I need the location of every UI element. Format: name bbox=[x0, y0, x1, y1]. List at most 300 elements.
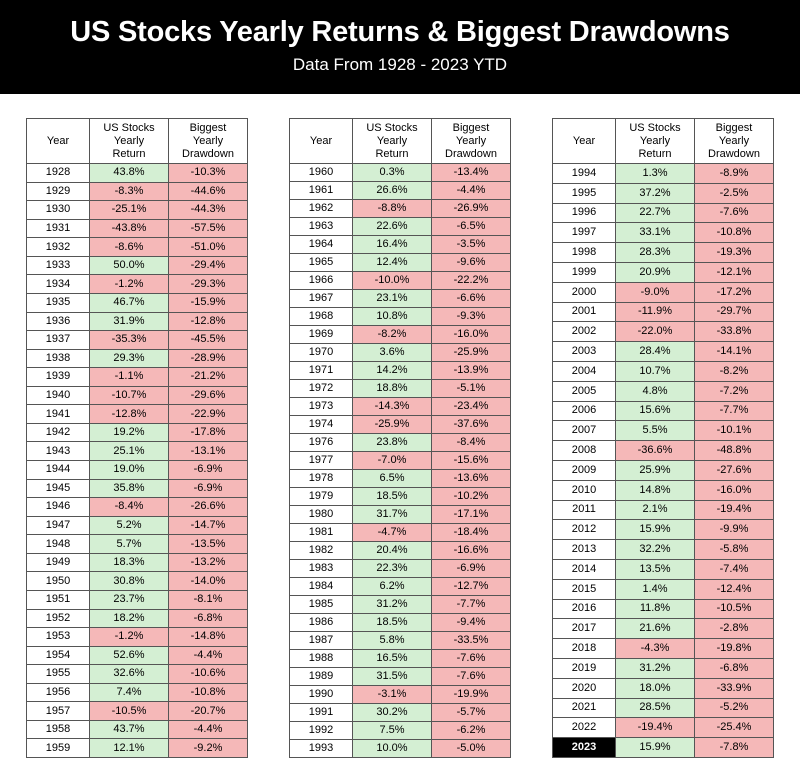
cell-yearly-return: 10.8% bbox=[353, 308, 432, 326]
cell-yearly-return: 52.6% bbox=[90, 646, 169, 665]
tables-container bbox=[0, 94, 800, 758]
table-row bbox=[553, 381, 774, 401]
cell-year: 2023 bbox=[553, 738, 616, 758]
cell-year: 1956 bbox=[27, 683, 90, 702]
cell-yearly-return: 25.1% bbox=[90, 442, 169, 461]
table-row bbox=[553, 302, 774, 322]
cell-yearly-return: 23.8% bbox=[353, 434, 432, 452]
table-row bbox=[553, 401, 774, 421]
cell-yearly-return: 13.5% bbox=[616, 559, 695, 579]
cell-year: 1959 bbox=[27, 739, 90, 758]
table-row bbox=[553, 500, 774, 520]
cell-year: 1963 bbox=[290, 218, 353, 236]
table-body-1 bbox=[27, 164, 248, 758]
cell-yearly-return: 6.5% bbox=[353, 470, 432, 488]
cell-yearly-return: 18.5% bbox=[353, 614, 432, 632]
cell-year: 1983 bbox=[290, 560, 353, 578]
cell-yearly-return: 5.7% bbox=[90, 535, 169, 554]
cell-year: 1932 bbox=[27, 238, 90, 257]
cell-year: 1939 bbox=[27, 368, 90, 387]
cell-yearly-return: 14.8% bbox=[616, 480, 695, 500]
cell-biggest-drawdown: -37.6% bbox=[432, 416, 511, 434]
table-row bbox=[553, 223, 774, 243]
cell-biggest-drawdown: -14.8% bbox=[169, 628, 248, 647]
cell-biggest-drawdown: -5.2% bbox=[695, 698, 774, 718]
cell-year: 1938 bbox=[27, 349, 90, 368]
cell-year: 1967 bbox=[290, 290, 353, 308]
cell-biggest-drawdown: -14.1% bbox=[695, 342, 774, 362]
table-row bbox=[553, 441, 774, 461]
cell-year: 1997 bbox=[553, 223, 616, 243]
cell-biggest-drawdown: -33.9% bbox=[695, 678, 774, 698]
cell-year: 1964 bbox=[290, 236, 353, 254]
column-header-return-line3: Return bbox=[375, 147, 409, 160]
cell-biggest-drawdown: -21.2% bbox=[169, 368, 248, 387]
cell-yearly-return: -1.2% bbox=[90, 275, 169, 294]
page-title: US Stocks Yearly Returns & Biggest Drawdowns bbox=[70, 16, 730, 48]
cell-biggest-drawdown: -26.6% bbox=[169, 498, 248, 517]
cell-year: 1992 bbox=[290, 722, 353, 740]
cell-year: 1953 bbox=[27, 628, 90, 647]
cell-yearly-return: 37.2% bbox=[616, 183, 695, 203]
cell-yearly-return: -1.2% bbox=[90, 628, 169, 647]
page-subtitle: Data From 1928 - 2023 YTD bbox=[292, 55, 508, 74]
cell-biggest-drawdown: -5.7% bbox=[432, 704, 511, 722]
returns-table-1 bbox=[26, 118, 248, 758]
cell-biggest-drawdown: -17.1% bbox=[432, 506, 511, 524]
cell-biggest-drawdown: -9.4% bbox=[432, 614, 511, 632]
table-header-row bbox=[27, 119, 248, 164]
cell-biggest-drawdown: -28.9% bbox=[169, 349, 248, 368]
table-row bbox=[290, 632, 511, 650]
cell-year: 1976 bbox=[290, 434, 353, 452]
cell-biggest-drawdown: -13.2% bbox=[169, 553, 248, 572]
cell-biggest-drawdown: -6.9% bbox=[169, 461, 248, 480]
cell-biggest-drawdown: -10.5% bbox=[695, 599, 774, 619]
cell-yearly-return: -10.7% bbox=[90, 386, 169, 405]
column-header-drawdown bbox=[695, 119, 774, 164]
table-row bbox=[27, 628, 248, 647]
cell-yearly-return: 7.4% bbox=[90, 683, 169, 702]
cell-year: 1966 bbox=[290, 272, 353, 290]
cell-year: 2003 bbox=[553, 342, 616, 362]
cell-year: 1973 bbox=[290, 398, 353, 416]
table-row bbox=[27, 590, 248, 609]
cell-biggest-drawdown: -45.5% bbox=[169, 331, 248, 350]
cell-year: 1954 bbox=[27, 646, 90, 665]
column-header-drawdown-line3: Drawdown bbox=[708, 147, 760, 160]
table-row bbox=[27, 516, 248, 535]
cell-year: 2007 bbox=[553, 421, 616, 441]
column-header-year: Year bbox=[27, 119, 90, 164]
table-row bbox=[290, 686, 511, 704]
table-row bbox=[27, 405, 248, 424]
cell-biggest-drawdown: -17.8% bbox=[169, 423, 248, 442]
cell-biggest-drawdown: -7.6% bbox=[432, 650, 511, 668]
column-header-return-line1: US Stocks bbox=[629, 121, 681, 134]
column-header-year: Year bbox=[553, 119, 616, 164]
cell-biggest-drawdown: -51.0% bbox=[169, 238, 248, 257]
cell-year: 1991 bbox=[290, 704, 353, 722]
cell-year: 1952 bbox=[27, 609, 90, 628]
cell-year: 1951 bbox=[27, 590, 90, 609]
cell-yearly-return: -36.6% bbox=[616, 441, 695, 461]
cell-biggest-drawdown: -7.6% bbox=[432, 668, 511, 686]
cell-year: 2015 bbox=[553, 579, 616, 599]
cell-year: 1948 bbox=[27, 535, 90, 554]
cell-year: 2001 bbox=[553, 302, 616, 322]
cell-year: 1937 bbox=[27, 331, 90, 350]
column-header-return-line2: Yearly bbox=[113, 134, 145, 147]
table-row bbox=[553, 559, 774, 579]
cell-year: 1949 bbox=[27, 553, 90, 572]
table-row bbox=[27, 535, 248, 554]
cell-yearly-return: 6.2% bbox=[353, 578, 432, 596]
column-header-drawdown-line1: Biggest bbox=[189, 121, 227, 134]
cell-year: 1942 bbox=[27, 423, 90, 442]
cell-yearly-return: -10.0% bbox=[353, 272, 432, 290]
table-row bbox=[27, 665, 248, 684]
cell-biggest-drawdown: -22.2% bbox=[432, 272, 511, 290]
table-row bbox=[27, 739, 248, 758]
cell-yearly-return: 18.2% bbox=[90, 609, 169, 628]
table-row bbox=[27, 293, 248, 312]
cell-year: 2020 bbox=[553, 678, 616, 698]
table-row bbox=[27, 368, 248, 387]
table-row bbox=[553, 322, 774, 342]
table-row bbox=[290, 560, 511, 578]
cell-yearly-return: 18.8% bbox=[353, 380, 432, 398]
cell-year: 1977 bbox=[290, 452, 353, 470]
table-row bbox=[27, 201, 248, 220]
table-row bbox=[27, 479, 248, 498]
cell-biggest-drawdown: -4.4% bbox=[432, 182, 511, 200]
cell-year: 2019 bbox=[553, 658, 616, 678]
table-row bbox=[290, 218, 511, 236]
cell-biggest-drawdown: -19.3% bbox=[695, 243, 774, 263]
cell-yearly-return: -9.0% bbox=[616, 282, 695, 302]
cell-biggest-drawdown: -5.0% bbox=[432, 740, 511, 758]
column-header-return-line3: Return bbox=[638, 147, 672, 160]
cell-biggest-drawdown: -4.4% bbox=[169, 646, 248, 665]
cell-year: 2008 bbox=[553, 441, 616, 461]
table-row bbox=[27, 553, 248, 572]
cell-biggest-drawdown: -2.5% bbox=[695, 183, 774, 203]
cell-biggest-drawdown: -4.4% bbox=[169, 720, 248, 739]
cell-year: 1980 bbox=[290, 506, 353, 524]
cell-year: 2014 bbox=[553, 559, 616, 579]
cell-yearly-return: 23.1% bbox=[353, 290, 432, 308]
column-header-drawdown-line3: Drawdown bbox=[445, 147, 497, 160]
table-row bbox=[290, 326, 511, 344]
cell-yearly-return: 20.4% bbox=[353, 542, 432, 560]
cell-biggest-drawdown: -29.4% bbox=[169, 256, 248, 275]
table-row bbox=[553, 579, 774, 599]
cell-yearly-return: 15.6% bbox=[616, 401, 695, 421]
table-row bbox=[290, 398, 511, 416]
cell-yearly-return: -25.9% bbox=[353, 416, 432, 434]
cell-yearly-return: -12.8% bbox=[90, 405, 169, 424]
cell-yearly-return: 28.3% bbox=[616, 243, 695, 263]
table-row bbox=[553, 718, 774, 738]
cell-yearly-return: 19.0% bbox=[90, 461, 169, 480]
cell-yearly-return: 5.2% bbox=[90, 516, 169, 535]
column-header-return-line2: Yearly bbox=[376, 134, 408, 147]
cell-year: 1934 bbox=[27, 275, 90, 294]
cell-year: 2009 bbox=[553, 460, 616, 480]
cell-yearly-return: 22.7% bbox=[616, 203, 695, 223]
cell-yearly-return: 32.6% bbox=[90, 665, 169, 684]
cell-year: 1962 bbox=[290, 200, 353, 218]
cell-yearly-return: 31.2% bbox=[353, 596, 432, 614]
cell-biggest-drawdown: -13.4% bbox=[432, 164, 511, 182]
cell-biggest-drawdown: -9.3% bbox=[432, 308, 511, 326]
cell-biggest-drawdown: -23.4% bbox=[432, 398, 511, 416]
cell-biggest-drawdown: -48.8% bbox=[695, 441, 774, 461]
cell-yearly-return: 43.8% bbox=[90, 164, 169, 183]
cell-year: 2005 bbox=[553, 381, 616, 401]
cell-biggest-drawdown: -14.7% bbox=[169, 516, 248, 535]
table-header-row bbox=[553, 119, 774, 164]
cell-biggest-drawdown: -6.9% bbox=[169, 479, 248, 498]
cell-year: 1996 bbox=[553, 203, 616, 223]
cell-biggest-drawdown: -33.5% bbox=[432, 632, 511, 650]
cell-biggest-drawdown: -17.2% bbox=[695, 282, 774, 302]
table-row bbox=[290, 164, 511, 182]
cell-biggest-drawdown: -9.9% bbox=[695, 520, 774, 540]
table-row bbox=[553, 540, 774, 560]
cell-yearly-return: 5.5% bbox=[616, 421, 695, 441]
cell-biggest-drawdown: -7.6% bbox=[695, 203, 774, 223]
cell-yearly-return: 30.2% bbox=[353, 704, 432, 722]
table-row bbox=[290, 722, 511, 740]
cell-biggest-drawdown: -18.4% bbox=[432, 524, 511, 542]
cell-yearly-return: 18.5% bbox=[353, 488, 432, 506]
table-row bbox=[290, 272, 511, 290]
cell-yearly-return: 22.3% bbox=[353, 560, 432, 578]
cell-year: 1931 bbox=[27, 219, 90, 238]
cell-year: 1970 bbox=[290, 344, 353, 362]
cell-biggest-drawdown: -14.0% bbox=[169, 572, 248, 591]
cell-biggest-drawdown: -10.1% bbox=[695, 421, 774, 441]
cell-year: 1933 bbox=[27, 256, 90, 275]
table-row bbox=[290, 470, 511, 488]
column-header-drawdown bbox=[432, 119, 511, 164]
cell-yearly-return: 29.3% bbox=[90, 349, 169, 368]
cell-biggest-drawdown: -29.3% bbox=[169, 275, 248, 294]
cell-yearly-return: 7.5% bbox=[353, 722, 432, 740]
cell-biggest-drawdown: -10.8% bbox=[169, 683, 248, 702]
cell-yearly-return: -8.4% bbox=[90, 498, 169, 517]
cell-biggest-drawdown: -8.1% bbox=[169, 590, 248, 609]
cell-biggest-drawdown: -10.8% bbox=[695, 223, 774, 243]
table-row bbox=[553, 678, 774, 698]
cell-yearly-return: 16.4% bbox=[353, 236, 432, 254]
cell-biggest-drawdown: -13.5% bbox=[169, 535, 248, 554]
cell-year: 1947 bbox=[27, 516, 90, 535]
table-row bbox=[290, 344, 511, 362]
cell-yearly-return: 5.8% bbox=[353, 632, 432, 650]
cell-year: 2018 bbox=[553, 639, 616, 659]
cell-year: 2002 bbox=[553, 322, 616, 342]
cell-year: 2022 bbox=[553, 718, 616, 738]
table-row bbox=[27, 312, 248, 331]
table-row bbox=[27, 646, 248, 665]
cell-year: 1944 bbox=[27, 461, 90, 480]
cell-year: 1978 bbox=[290, 470, 353, 488]
cell-yearly-return: 50.0% bbox=[90, 256, 169, 275]
table-row bbox=[553, 520, 774, 540]
cell-yearly-return: 33.1% bbox=[616, 223, 695, 243]
cell-year: 1989 bbox=[290, 668, 353, 686]
table-row bbox=[27, 423, 248, 442]
table-row bbox=[290, 308, 511, 326]
table-row bbox=[27, 331, 248, 350]
cell-yearly-return: 0.3% bbox=[353, 164, 432, 182]
cell-yearly-return: 14.2% bbox=[353, 362, 432, 380]
cell-yearly-return: 2.1% bbox=[616, 500, 695, 520]
cell-yearly-return: 28.4% bbox=[616, 342, 695, 362]
column-header-return bbox=[616, 119, 695, 164]
cell-biggest-drawdown: -15.9% bbox=[169, 293, 248, 312]
table-row bbox=[27, 164, 248, 183]
cell-year: 2000 bbox=[553, 282, 616, 302]
cell-yearly-return: 18.0% bbox=[616, 678, 695, 698]
table-row bbox=[290, 236, 511, 254]
cell-yearly-return: 21.6% bbox=[616, 619, 695, 639]
cell-biggest-drawdown: -3.5% bbox=[432, 236, 511, 254]
cell-year: 1945 bbox=[27, 479, 90, 498]
cell-yearly-return: 25.9% bbox=[616, 460, 695, 480]
returns-table-2 bbox=[289, 118, 511, 758]
cell-yearly-return: -35.3% bbox=[90, 331, 169, 350]
cell-biggest-drawdown: -44.6% bbox=[169, 182, 248, 201]
cell-biggest-drawdown: -5.1% bbox=[432, 380, 511, 398]
table-row bbox=[553, 421, 774, 441]
cell-biggest-drawdown: -20.7% bbox=[169, 702, 248, 721]
table-row bbox=[290, 614, 511, 632]
cell-biggest-drawdown: -33.8% bbox=[695, 322, 774, 342]
cell-yearly-return: 20.9% bbox=[616, 262, 695, 282]
cell-biggest-drawdown: -6.8% bbox=[169, 609, 248, 628]
cell-yearly-return: 43.7% bbox=[90, 720, 169, 739]
table-row bbox=[27, 498, 248, 517]
cell-biggest-drawdown: -2.8% bbox=[695, 619, 774, 639]
column-header-return-line3: Return bbox=[112, 147, 146, 160]
table-row bbox=[290, 488, 511, 506]
cell-biggest-drawdown: -10.6% bbox=[169, 665, 248, 684]
cell-yearly-return: 12.1% bbox=[90, 739, 169, 758]
cell-year: 1969 bbox=[290, 326, 353, 344]
table-row bbox=[27, 219, 248, 238]
cell-biggest-drawdown: -19.9% bbox=[432, 686, 511, 704]
table-row bbox=[290, 434, 511, 452]
cell-biggest-drawdown: -16.0% bbox=[432, 326, 511, 344]
cell-yearly-return: 30.8% bbox=[90, 572, 169, 591]
cell-biggest-drawdown: -15.6% bbox=[432, 452, 511, 470]
cell-year: 1985 bbox=[290, 596, 353, 614]
table-row bbox=[553, 164, 774, 184]
cell-year: 1981 bbox=[290, 524, 353, 542]
table-header-row bbox=[290, 119, 511, 164]
column-header-drawdown-line2: Yearly bbox=[455, 134, 487, 147]
cell-yearly-return: 16.5% bbox=[353, 650, 432, 668]
cell-biggest-drawdown: -19.8% bbox=[695, 639, 774, 659]
cell-year: 1990 bbox=[290, 686, 353, 704]
cell-yearly-return: 10.0% bbox=[353, 740, 432, 758]
cell-year: 1929 bbox=[27, 182, 90, 201]
cell-biggest-drawdown: -29.7% bbox=[695, 302, 774, 322]
cell-year: 1972 bbox=[290, 380, 353, 398]
column-header-drawdown-line1: Biggest bbox=[452, 121, 490, 134]
table-row bbox=[27, 349, 248, 368]
cell-yearly-return: -3.1% bbox=[353, 686, 432, 704]
cell-year: 1994 bbox=[553, 164, 616, 184]
column-header-year: Year bbox=[290, 119, 353, 164]
cell-yearly-return: 31.9% bbox=[90, 312, 169, 331]
table-row bbox=[553, 619, 774, 639]
table-row bbox=[290, 416, 511, 434]
cell-year: 1955 bbox=[27, 665, 90, 684]
cell-yearly-return: -25.1% bbox=[90, 201, 169, 220]
cell-year: 1957 bbox=[27, 702, 90, 721]
cell-year: 1995 bbox=[553, 183, 616, 203]
table-row bbox=[27, 702, 248, 721]
column-header-return bbox=[90, 119, 169, 164]
table-row bbox=[290, 578, 511, 596]
table-row bbox=[290, 542, 511, 560]
cell-year: 1984 bbox=[290, 578, 353, 596]
table-row bbox=[290, 524, 511, 542]
cell-year: 1974 bbox=[290, 416, 353, 434]
table-row bbox=[27, 461, 248, 480]
cell-year: 1946 bbox=[27, 498, 90, 517]
table-row bbox=[553, 262, 774, 282]
table-row bbox=[27, 442, 248, 461]
cell-yearly-return: 12.4% bbox=[353, 254, 432, 272]
cell-yearly-return: -22.0% bbox=[616, 322, 695, 342]
cell-biggest-drawdown: -7.7% bbox=[432, 596, 511, 614]
cell-yearly-return: 11.8% bbox=[616, 599, 695, 619]
cell-yearly-return: 19.2% bbox=[90, 423, 169, 442]
cell-biggest-drawdown: -5.8% bbox=[695, 540, 774, 560]
cell-year: 1986 bbox=[290, 614, 353, 632]
column-header-drawdown-line2: Yearly bbox=[718, 134, 750, 147]
column-header-drawdown bbox=[169, 119, 248, 164]
cell-year: 1936 bbox=[27, 312, 90, 331]
cell-biggest-drawdown: -6.6% bbox=[432, 290, 511, 308]
cell-biggest-drawdown: -7.8% bbox=[695, 738, 774, 758]
column-header-return bbox=[353, 119, 432, 164]
cell-year: 1935 bbox=[27, 293, 90, 312]
cell-yearly-return: 1.4% bbox=[616, 579, 695, 599]
cell-year: 1979 bbox=[290, 488, 353, 506]
cell-yearly-return: 1.3% bbox=[616, 164, 695, 184]
cell-biggest-drawdown: -12.8% bbox=[169, 312, 248, 331]
cell-year: 1941 bbox=[27, 405, 90, 424]
table-body-2 bbox=[290, 164, 511, 758]
table-row bbox=[553, 698, 774, 718]
column-header-drawdown-line2: Yearly bbox=[192, 134, 224, 147]
cell-biggest-drawdown: -10.2% bbox=[432, 488, 511, 506]
cell-biggest-drawdown: -57.5% bbox=[169, 219, 248, 238]
cell-biggest-drawdown: -6.5% bbox=[432, 218, 511, 236]
returns-table-3 bbox=[552, 118, 774, 758]
cell-biggest-drawdown: -16.0% bbox=[695, 480, 774, 500]
cell-year: 2016 bbox=[553, 599, 616, 619]
cell-year: 1958 bbox=[27, 720, 90, 739]
cell-biggest-drawdown: -26.9% bbox=[432, 200, 511, 218]
